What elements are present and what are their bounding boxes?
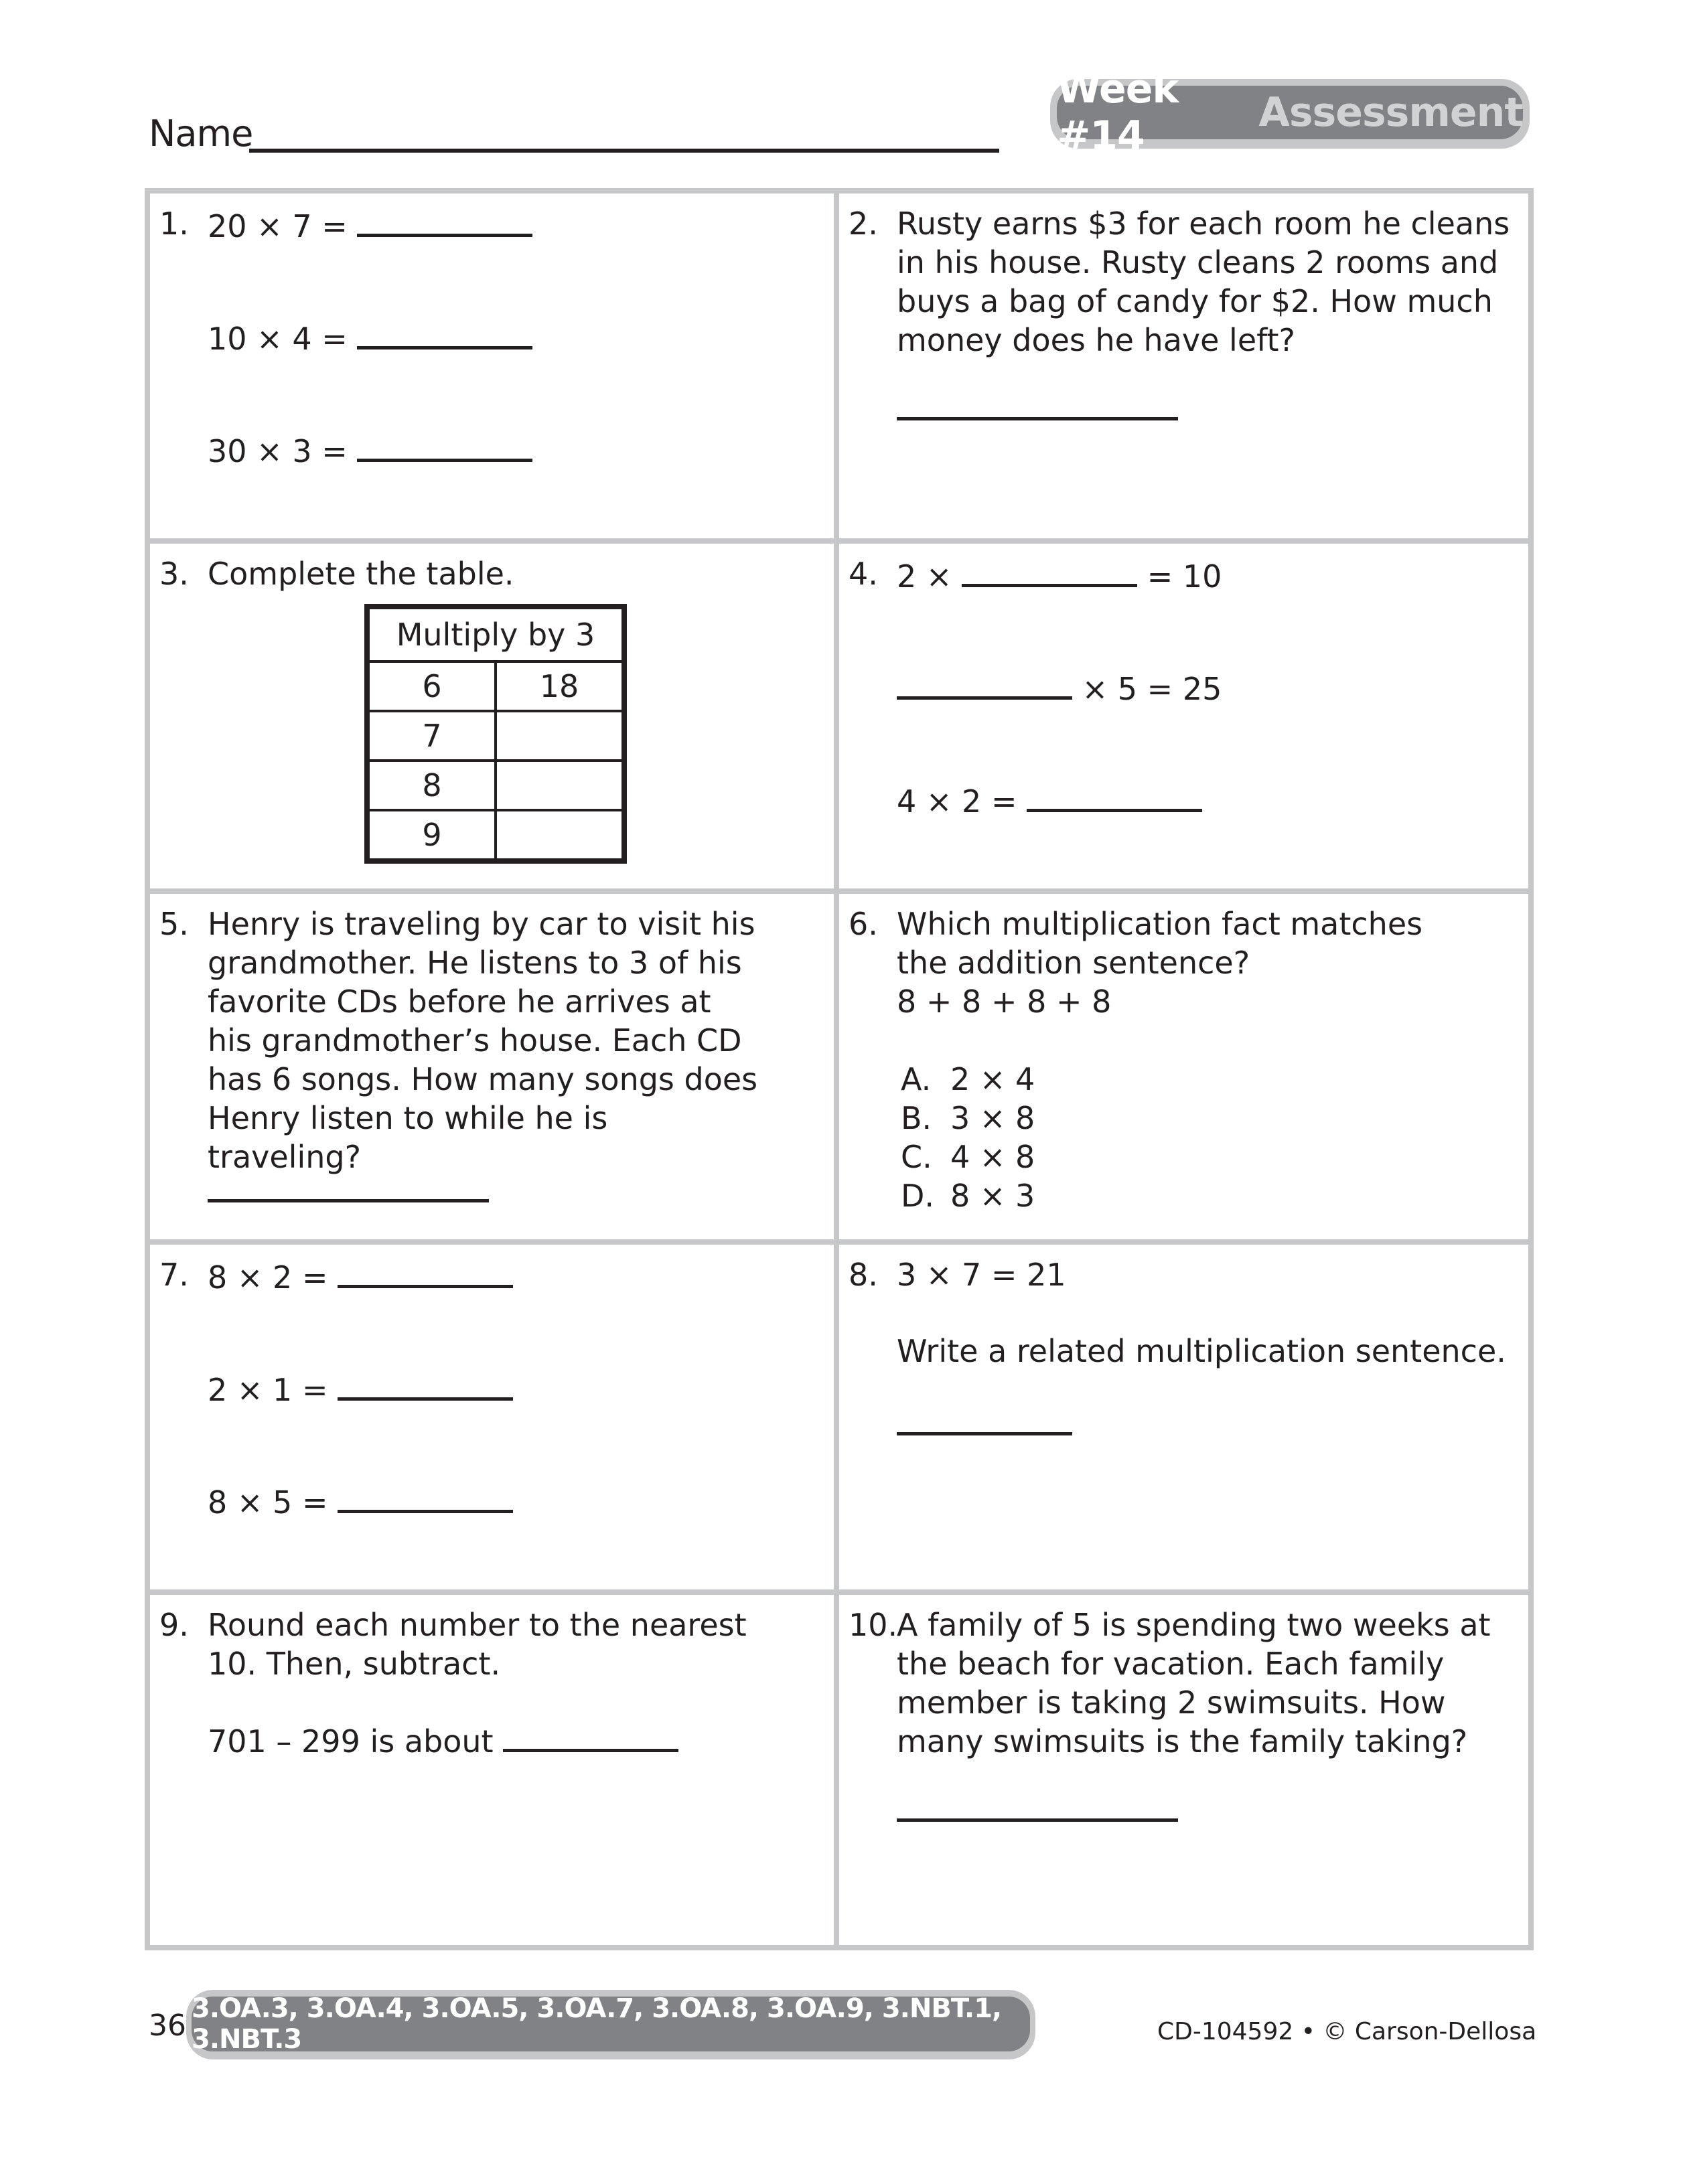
question-number: 9. — [159, 1606, 189, 1643]
week-badge-inner — [1057, 66, 1523, 159]
equation: 8 × 5 = — [208, 1484, 328, 1520]
choice-letter: B. — [901, 1100, 932, 1137]
question-body — [897, 905, 1468, 1215]
addition-sentence: 8 + 8 + 8 + 8 — [897, 984, 1112, 1020]
question-10 — [839, 1595, 1528, 1945]
equation: 2 × 1 = — [208, 1371, 328, 1408]
question-number: 4. — [849, 556, 878, 593]
question-2 — [839, 193, 1528, 544]
question-1 — [150, 193, 839, 544]
equation: 10 × 4 = — [208, 321, 348, 357]
question-number: 8. — [849, 1256, 878, 1293]
multiply-table — [364, 604, 627, 864]
choice-c[interactable] — [897, 1138, 1468, 1176]
equation: 4 × 2 = — [897, 783, 1017, 820]
question-6 — [839, 894, 1528, 1244]
question-number: 10. — [849, 1606, 898, 1643]
question-text: Complete the table. — [208, 556, 514, 593]
expression: 701 – 299 is about — [208, 1723, 494, 1760]
answer-choices — [897, 1060, 1468, 1215]
question-8 — [839, 1245, 1528, 1595]
equation-row — [208, 1480, 513, 1522]
question-number: 7. — [159, 1256, 189, 1293]
question-9 — [150, 1595, 839, 1945]
name-field[interactable] — [249, 149, 999, 153]
table-output-blank[interactable] — [496, 810, 624, 861]
week-badge — [1050, 66, 1530, 159]
table-row — [367, 761, 624, 810]
table-input: 8 — [367, 761, 496, 810]
question-7 — [150, 1245, 839, 1595]
choice-d[interactable] — [897, 1176, 1468, 1215]
question-number: 5. — [159, 906, 189, 943]
question-text: A family of 5 is spending two weeks at the beach for vacation. Each family member is taking 2 swimsuits. How many swimsuits is the family taking? — [897, 1606, 1491, 1760]
answer-blank[interactable] — [897, 1403, 1072, 1435]
answer-blank[interactable] — [503, 1719, 678, 1752]
question-number: 6. — [849, 906, 878, 943]
answer-blank[interactable] — [357, 317, 532, 349]
table-input: 9 — [367, 810, 496, 861]
choice-letter: C. — [901, 1139, 932, 1176]
equation: 8 × 2 = — [208, 1259, 328, 1296]
choice-value: 2 × 4 — [950, 1061, 1035, 1098]
choice-value: 3 × 8 — [950, 1100, 1035, 1137]
week-number: Week #14 — [1057, 66, 1179, 159]
choice-value: 8 × 3 — [950, 1178, 1035, 1215]
choice-value: 4 × 8 — [950, 1139, 1035, 1176]
choice-a[interactable] — [897, 1060, 1468, 1099]
equation-row — [897, 667, 1222, 708]
table-output-blank[interactable] — [496, 761, 624, 810]
question-text: Which multiplication fact matches the addition sentence? — [897, 906, 1423, 982]
copyright: CD-104592 • © Carson-Dellosa — [1157, 2018, 1537, 2045]
question-prompt: Write a related multiplication sentence. — [897, 1332, 1506, 1369]
answer-blank[interactable] — [897, 667, 1072, 700]
table-row — [367, 711, 624, 761]
question-4 — [839, 544, 1528, 894]
equation: 2 × — [897, 558, 952, 595]
question-text: Round each number to the nearest 10. Then, subtract. — [208, 1606, 747, 1682]
answer-blank[interactable] — [897, 388, 1178, 420]
equation: 20 × 7 = — [208, 208, 348, 244]
answer-blank[interactable] — [338, 1480, 513, 1513]
choice-b[interactable] — [897, 1099, 1468, 1138]
equation: = 10 — [1147, 558, 1222, 595]
answer-blank[interactable] — [962, 554, 1137, 587]
page-number: 36 — [149, 2009, 186, 2043]
equation-row — [208, 1368, 513, 1409]
answer-blank[interactable] — [1027, 779, 1202, 812]
question-number: 1. — [159, 206, 189, 242]
answer-blank[interactable] — [208, 1170, 489, 1202]
question-number: 2. — [849, 206, 878, 242]
question-text: Rusty earns $3 for each room he cleans in his house. Rusty cleans 2 rooms and buys a bag of candy for $2. How much money does he have left? — [897, 206, 1510, 358]
answer-blank[interactable] — [338, 1368, 513, 1401]
answer-blank[interactable] — [357, 204, 532, 237]
choice-letter: D. — [901, 1178, 935, 1215]
table-input: 7 — [367, 711, 496, 761]
equation: 30 × 3 = — [208, 433, 348, 469]
answer-blank[interactable] — [897, 1789, 1178, 1822]
question-5 — [150, 894, 839, 1244]
name-label: Name — [149, 112, 253, 155]
table-row — [367, 810, 624, 861]
standards-badge — [186, 1990, 1035, 2059]
table-output: 18 — [496, 661, 624, 711]
equation: × 5 = 25 — [1082, 671, 1222, 708]
answer-blank[interactable] — [338, 1255, 513, 1288]
question-text: Henry is traveling by car to visit his grandmother. He listens to 3 of his favorite CDs before he arrives at his grandmother’s house. Each CD has 6 songs. How many songs does Henry listen to while he is traveling? — [208, 906, 758, 1176]
equation-row — [897, 554, 1222, 596]
table-input: 6 — [367, 661, 496, 711]
table-header: Multiply by 3 — [367, 607, 624, 661]
question-number: 3. — [159, 556, 189, 593]
equation-row — [208, 1719, 678, 1761]
equation-row — [208, 204, 532, 246]
standards-text: 3.OA.3, 3.OA.4, 3.OA.5, 3.OA.7, 3.OA.8, 3.OA.9, 3.NBT.1, 3.NBT.3 — [192, 1997, 1030, 2051]
question-grid — [145, 188, 1534, 1950]
equation-row — [208, 1255, 513, 1297]
equation-row — [897, 779, 1202, 821]
equation-row — [208, 429, 532, 471]
equation: 3 × 7 = 21 — [897, 1256, 1066, 1293]
question-3 — [150, 544, 839, 894]
equation-row — [208, 317, 532, 358]
table-output-blank[interactable] — [496, 711, 624, 761]
choice-letter: A. — [901, 1061, 932, 1098]
answer-blank[interactable] — [357, 429, 532, 462]
assessment-title: Assessment — [1258, 89, 1523, 136]
table-row — [367, 661, 624, 711]
